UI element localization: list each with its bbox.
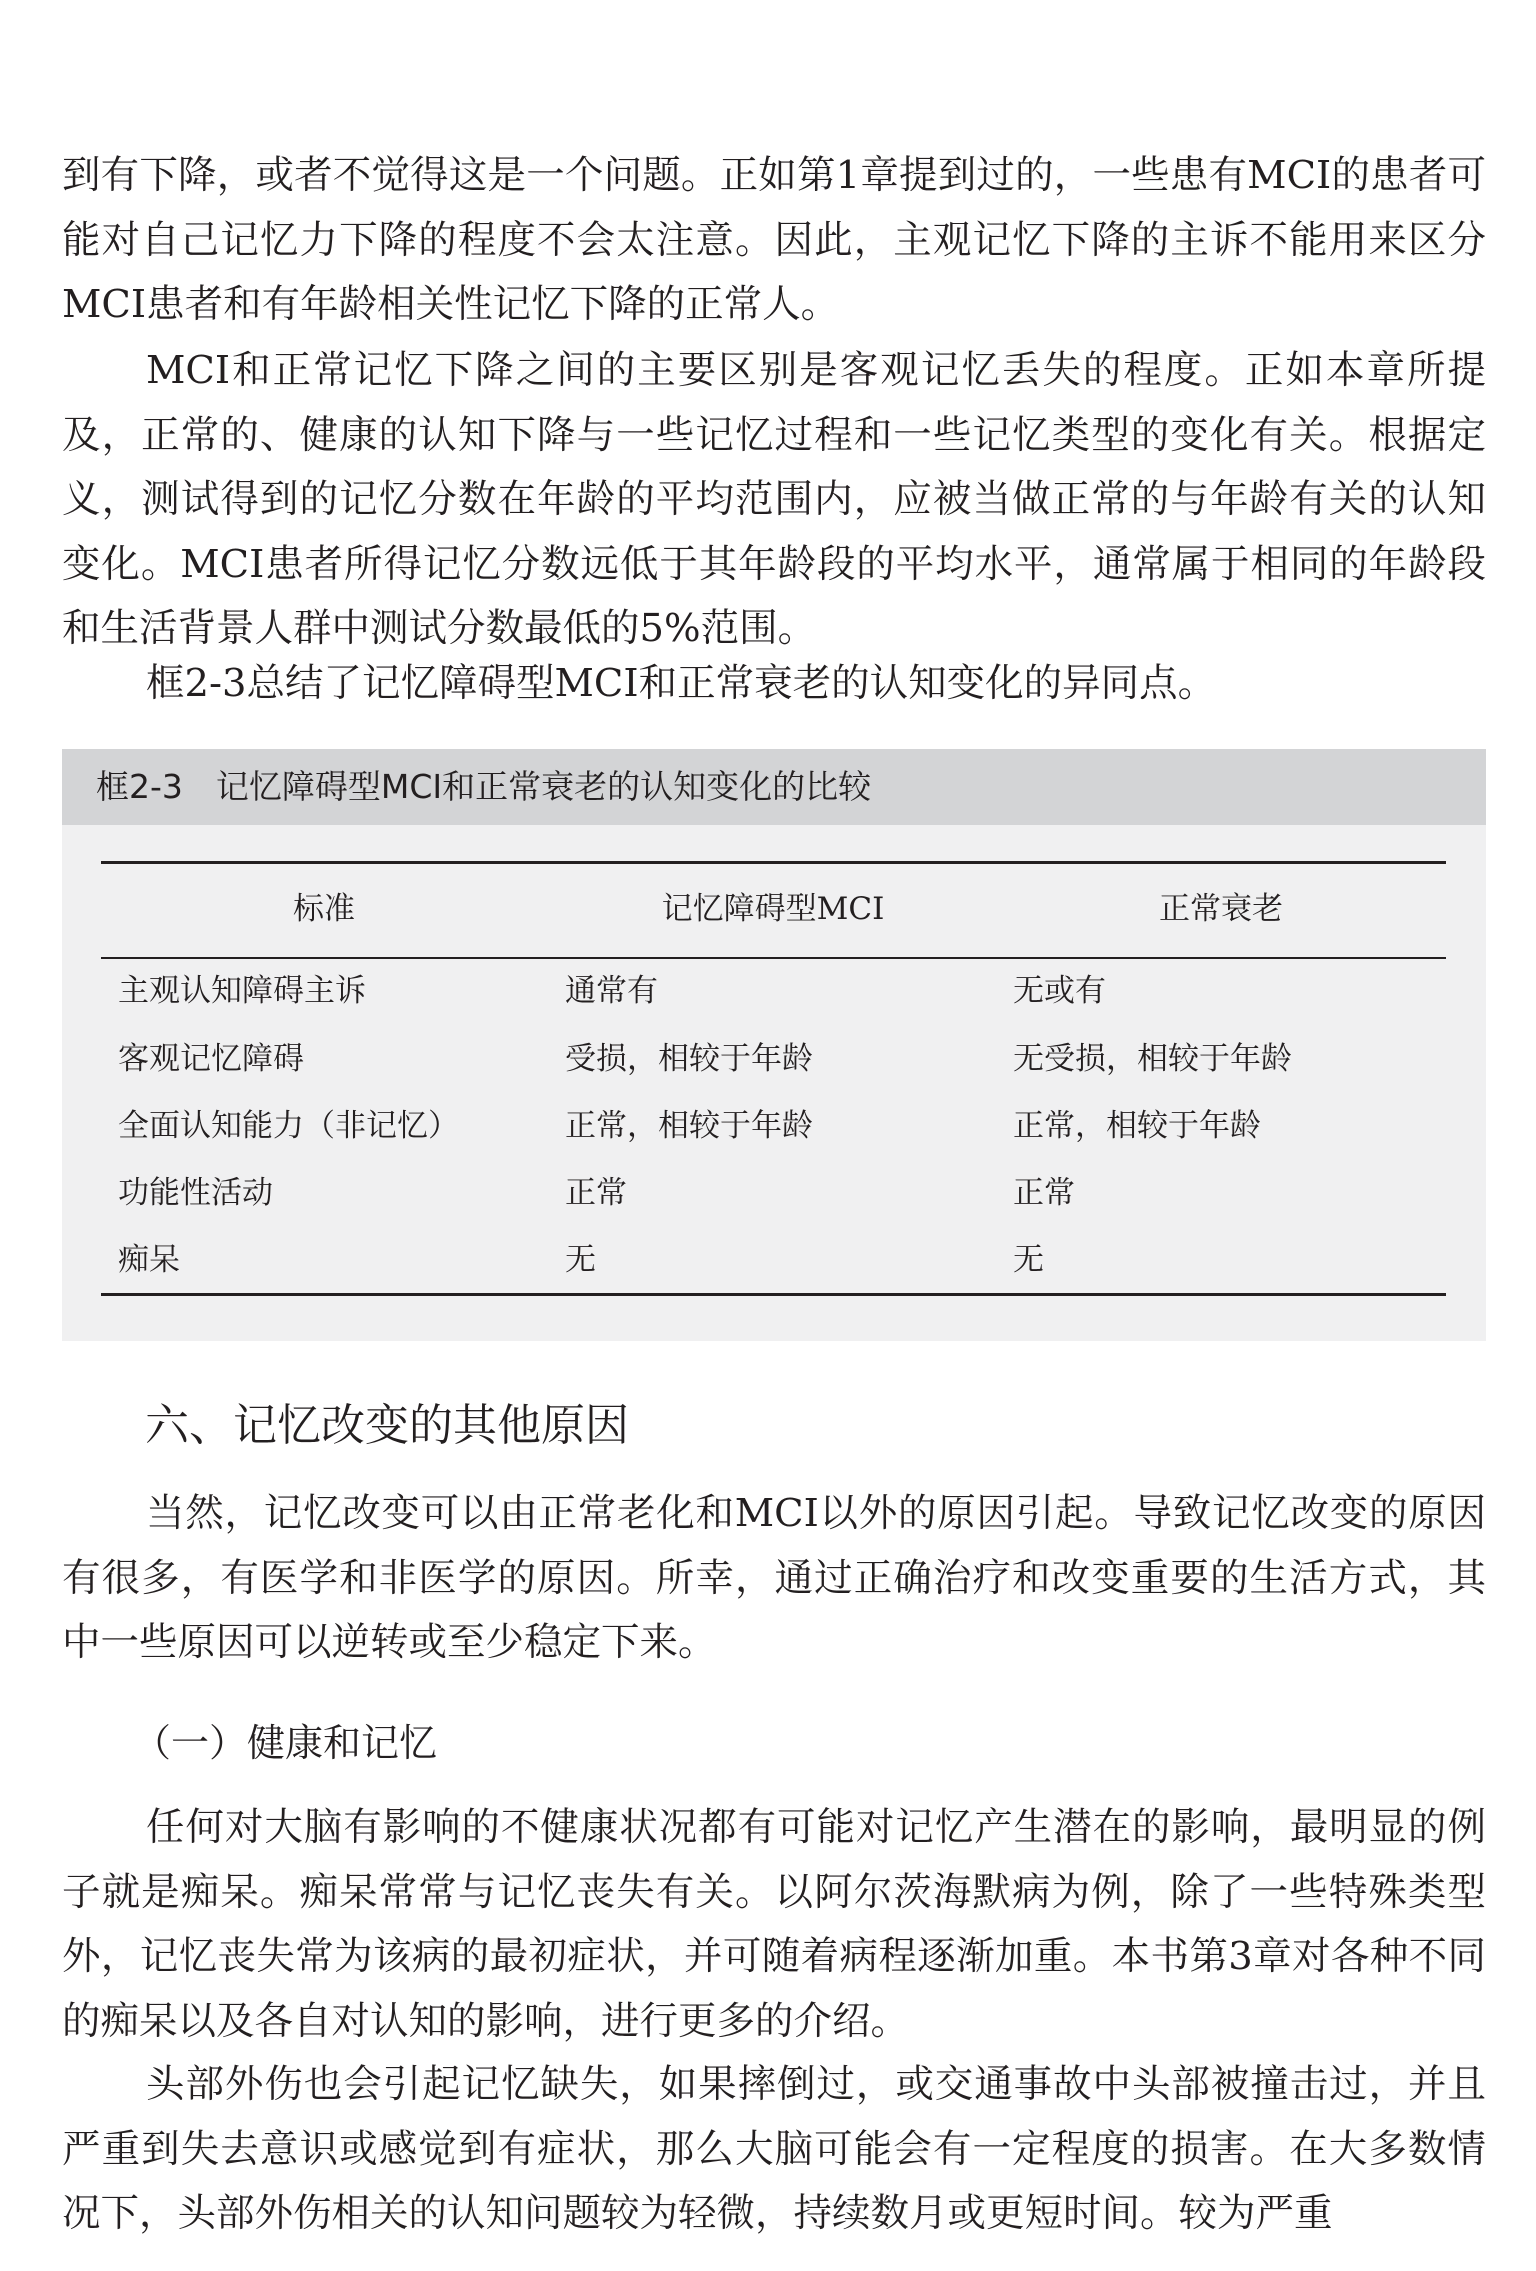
table-row bbox=[62, 1039, 1486, 1099]
paragraph-health-memory: 任何对大脑有影响的不健康状况都有可能对记忆产生潜在的影响，最明显的例子就是痴呆。痴呆常常与记忆丧失有关。以阿尔茨海默病为例，除了一些特殊类型外，记忆丧失常为该病的最初症状，并可随着病程逐渐加重。本书第3章对各种不同的痴呆以及各自对认知的影响，进行更多的介绍。 bbox=[62, 1805, 1486, 2044]
paragraph-mci-subjective: 到有下降，或者不觉得这是一个问题。正如第1章提到过的，一些患有MCI的患者可能对自己记忆力下降的程度不会太注意。因此，主观记忆下降的主诉不能用来区分MCI患者和有年龄相关性记忆下降的正常人。 bbox=[62, 153, 1486, 327]
table-cell-normal: 无受损，相较于年龄 bbox=[1013, 1041, 1292, 1077]
table-cell-criteria: 痴呆 bbox=[118, 1242, 180, 1278]
table-cell-criteria: 主观认知障碍主诉 bbox=[118, 973, 366, 1009]
paragraph-box-intro: 框2-3总结了记忆障碍型MCI和正常衰老的认知变化的异同点。 bbox=[146, 661, 1217, 706]
table-row bbox=[62, 1106, 1486, 1166]
table-cell-normal: 正常，相较于年龄 bbox=[1013, 1108, 1261, 1144]
column-header-criteria: 标准 bbox=[293, 891, 355, 927]
paragraph-mci-vs-normal: MCI和正常记忆下降之间的主要区别是客观记忆丢失的程度。正如本章所提及，正常的、健康的认知下降与一些记忆过程和一些记忆类型的变化有关。根据定义，测试得到的记忆分数在年龄的平均范围内，应被当做正常的与年龄有关的认知变化。MCI患者所得记忆分数远低于其年龄段的平均水平，通常属于相同的年龄段和生活背景人群中测试分数最低的5%范围。 bbox=[62, 348, 1486, 651]
table-cell-mci: 通常有 bbox=[565, 973, 658, 1009]
table-cell-mci: 无 bbox=[565, 1242, 596, 1278]
box-header bbox=[62, 749, 1486, 825]
table-cell-mci: 正常 bbox=[565, 1175, 627, 1211]
column-header-normal-aging: 正常衰老 bbox=[1159, 891, 1283, 927]
comparison-box bbox=[62, 749, 1486, 1341]
table-cell-mci: 正常，相较于年龄 bbox=[565, 1108, 813, 1144]
table-row bbox=[62, 971, 1486, 1031]
table-cell-criteria: 客观记忆障碍 bbox=[118, 1041, 304, 1077]
table-cell-normal: 无或有 bbox=[1013, 973, 1106, 1009]
paragraph-other-causes: 当然，记忆改变可以由正常老化和MCI以外的原因引起。导致记忆改变的原因有很多，有医学和非医学的原因。所幸，通过正确治疗和改变重要的生活方式，其中一些原因可以逆转或至少稳定下来。 bbox=[62, 1491, 1486, 1665]
table-row bbox=[62, 1240, 1486, 1300]
box-title: 框2-3 记忆障碍型MCI和正常衰老的认知变化的比较 bbox=[96, 767, 872, 806]
table-cell-normal: 正常 bbox=[1013, 1175, 1075, 1211]
table-row bbox=[62, 1173, 1486, 1233]
paragraph-head-injury: 头部外伤也会引起记忆缺失，如果摔倒过，或交通事故中头部被撞击过，并且严重到失去意识或感觉到有症状，那么大脑可能会有一定程度的损害。在大多数情况下，头部外伤相关的认知问题较为轻微，持续数月或更短时间。较为严重 bbox=[62, 2062, 1486, 2236]
table-cell-mci: 受损，相较于年龄 bbox=[565, 1041, 813, 1077]
table-cell-normal: 无 bbox=[1013, 1242, 1044, 1278]
table-bottom-rule bbox=[101, 1293, 1446, 1296]
subsection-heading: （一）健康和记忆 bbox=[133, 1721, 438, 1765]
table-cell-criteria: 全面认知能力（非记忆） bbox=[118, 1108, 459, 1144]
column-header-amnestic-mci: 记忆障碍型MCI bbox=[661, 891, 885, 927]
table-top-rule bbox=[101, 861, 1446, 864]
table-header-rule bbox=[101, 957, 1446, 959]
table-cell-criteria: 功能性活动 bbox=[118, 1175, 273, 1211]
section-heading: 六、记忆改变的其他原因 bbox=[145, 1400, 629, 1451]
